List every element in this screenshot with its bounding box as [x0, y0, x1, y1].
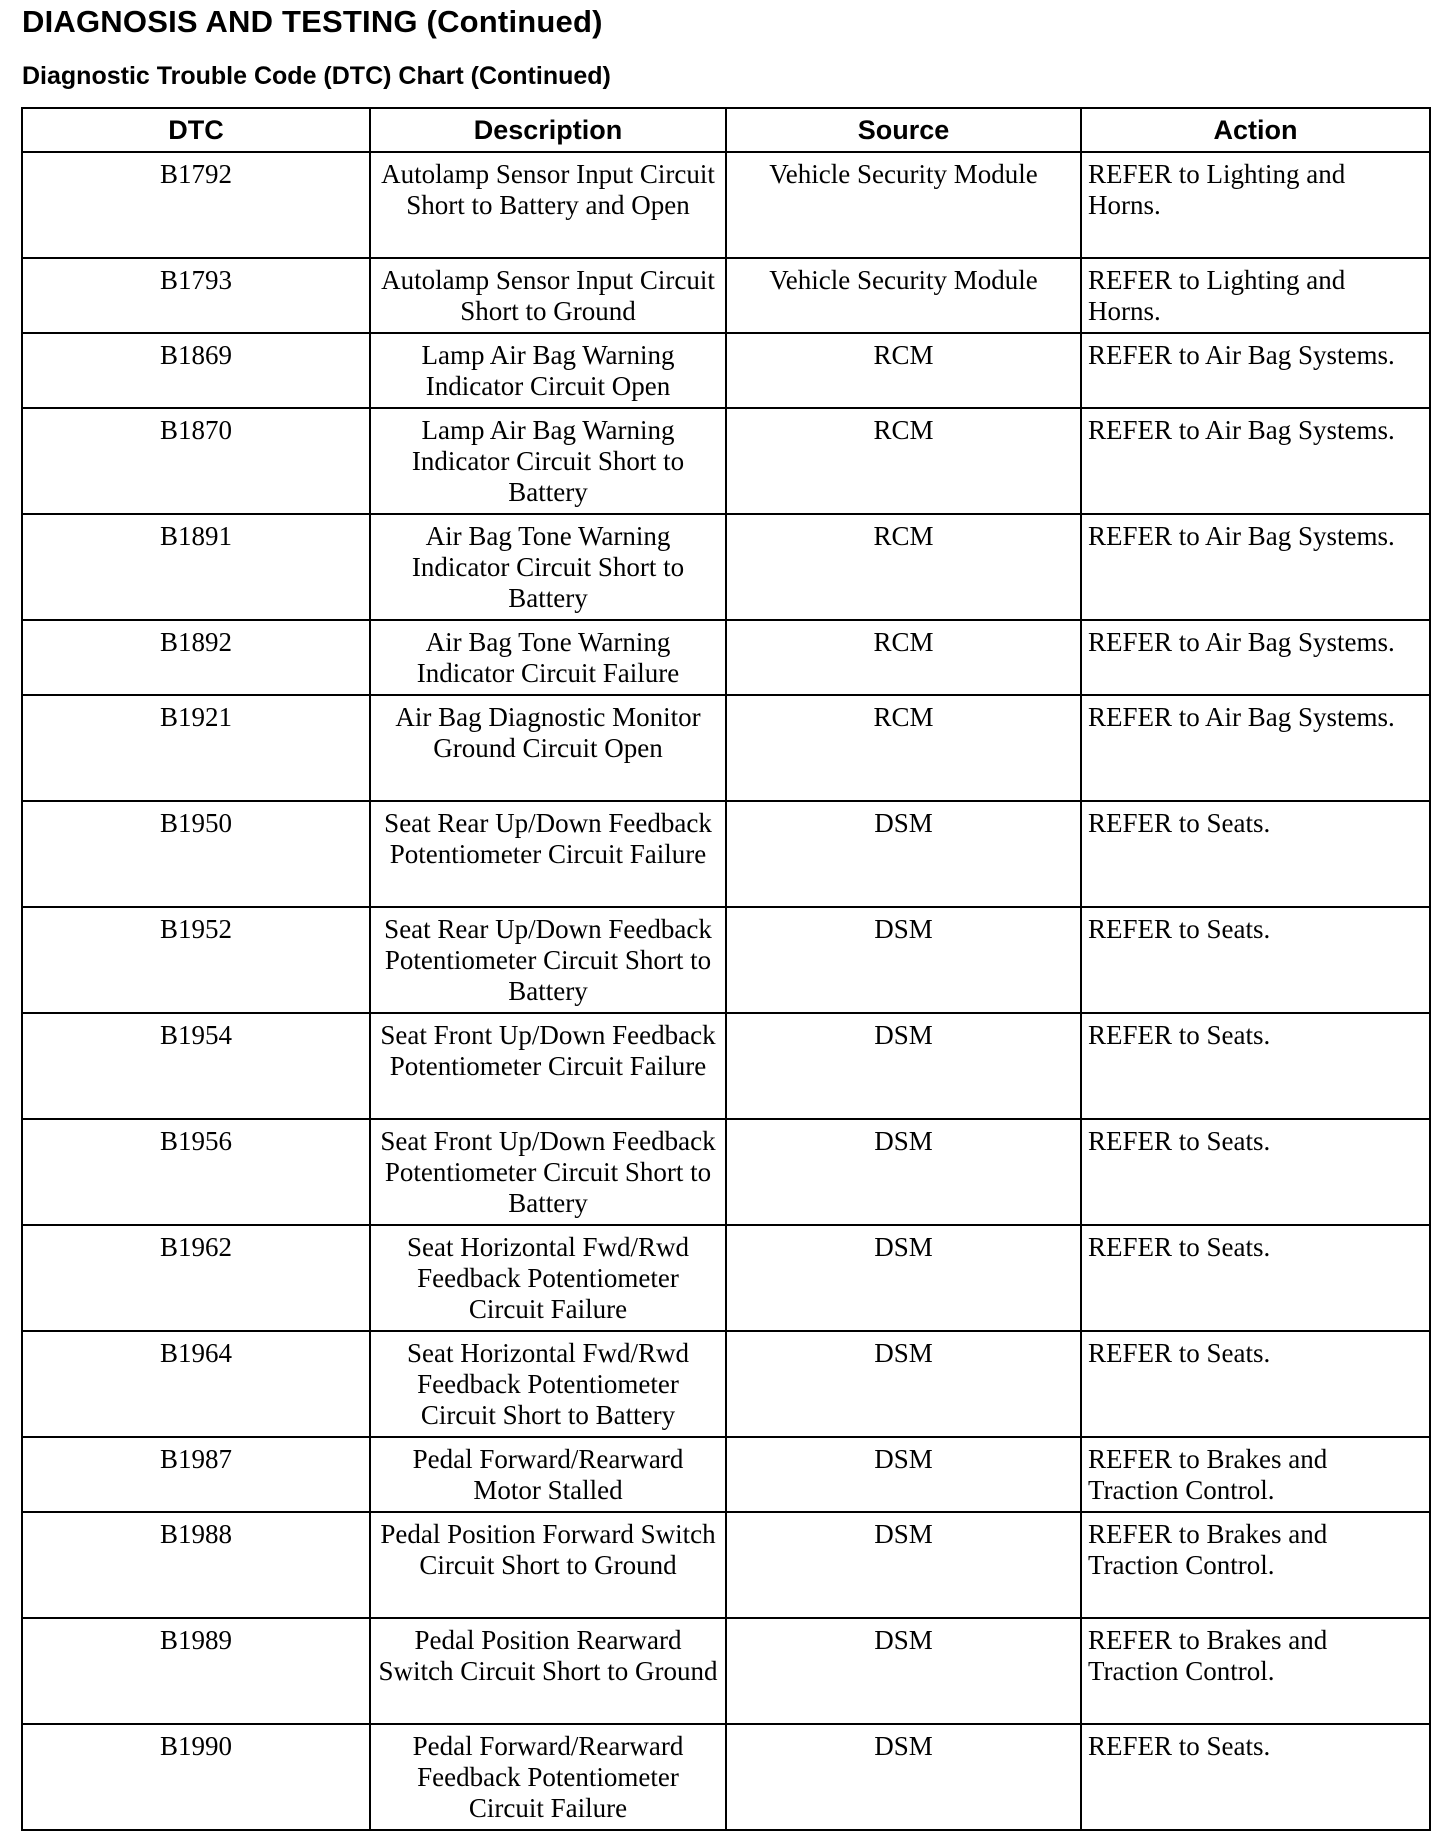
- dtc-description: Seat Front Up/Down Feedback Potentiometer Circuit Failure: [370, 1013, 726, 1119]
- dtc-action: REFER to Lighting and Horns.: [1081, 258, 1430, 333]
- table-row: [22, 801, 1430, 907]
- dtc-code: B1869: [22, 333, 370, 408]
- dtc-action: REFER to Air Bag Systems.: [1081, 695, 1430, 801]
- dtc-code: B1956: [22, 1119, 370, 1225]
- dtc-table: [21, 107, 1431, 1831]
- dtc-code: B1870: [22, 408, 370, 514]
- table-row: [22, 1437, 1430, 1512]
- dtc-source: RCM: [726, 620, 1081, 695]
- table-row: [22, 1119, 1430, 1225]
- dtc-code: B1792: [22, 152, 370, 258]
- table-header-row: [22, 108, 1430, 152]
- dtc-code: B1988: [22, 1512, 370, 1618]
- dtc-description: Air Bag Tone Warning Indicator Circuit Failure: [370, 620, 726, 695]
- dtc-description: Air Bag Diagnostic Monitor Ground Circuit Open: [370, 695, 726, 801]
- dtc-source: DSM: [726, 1437, 1081, 1512]
- table-row: [22, 907, 1430, 1013]
- dtc-description: Seat Front Up/Down Feedback Potentiometer Circuit Short to Battery: [370, 1119, 726, 1225]
- dtc-description: Air Bag Tone Warning Indicator Circuit Short to Battery: [370, 514, 726, 620]
- dtc-action: REFER to Seats.: [1081, 907, 1430, 1013]
- table-row: [22, 408, 1430, 514]
- dtc-source: DSM: [726, 1119, 1081, 1225]
- dtc-code: B1950: [22, 801, 370, 907]
- dtc-description: Pedal Position Forward Switch Circuit Short to Ground: [370, 1512, 726, 1618]
- dtc-source: RCM: [726, 333, 1081, 408]
- dtc-source: DSM: [726, 1618, 1081, 1724]
- dtc-description: Seat Rear Up/Down Feedback Potentiometer Circuit Short to Battery: [370, 907, 726, 1013]
- dtc-source: RCM: [726, 695, 1081, 801]
- dtc-action: REFER to Brakes and Traction Control.: [1081, 1618, 1430, 1724]
- dtc-source: DSM: [726, 907, 1081, 1013]
- dtc-source: Vehicle Security Module: [726, 152, 1081, 258]
- dtc-source: DSM: [726, 1724, 1081, 1830]
- dtc-description: Pedal Forward/Rearward Feedback Potentiometer Circuit Failure: [370, 1724, 726, 1830]
- dtc-description: Seat Horizontal Fwd/Rwd Feedback Potentiometer Circuit Failure: [370, 1225, 726, 1331]
- dtc-source: DSM: [726, 1225, 1081, 1331]
- dtc-code: B1921: [22, 695, 370, 801]
- dtc-source: DSM: [726, 1512, 1081, 1618]
- dtc-source: RCM: [726, 514, 1081, 620]
- dtc-source: DSM: [726, 1013, 1081, 1119]
- header-description: Description: [370, 108, 726, 152]
- dtc-code: B1793: [22, 258, 370, 333]
- dtc-code: B1989: [22, 1618, 370, 1724]
- dtc-action: REFER to Seats.: [1081, 801, 1430, 907]
- table-row: [22, 695, 1430, 801]
- dtc-code: B1891: [22, 514, 370, 620]
- dtc-source: DSM: [726, 801, 1081, 907]
- dtc-action: REFER to Lighting and Horns.: [1081, 152, 1430, 258]
- header-source: Source: [726, 108, 1081, 152]
- dtc-action: REFER to Seats.: [1081, 1119, 1430, 1225]
- dtc-source: Vehicle Security Module: [726, 258, 1081, 333]
- dtc-description: Pedal Position Rearward Switch Circuit Short to Ground: [370, 1618, 726, 1724]
- dtc-action: REFER to Air Bag Systems.: [1081, 333, 1430, 408]
- dtc-source: RCM: [726, 408, 1081, 514]
- table-row: [22, 1331, 1430, 1437]
- dtc-code: B1954: [22, 1013, 370, 1119]
- dtc-source: DSM: [726, 1331, 1081, 1437]
- dtc-description: Autolamp Sensor Input Circuit Short to Ground: [370, 258, 726, 333]
- header-action: Action: [1081, 108, 1430, 152]
- chart-subtitle: Diagnostic Trouble Code (DTC) Chart (Continued): [22, 62, 611, 90]
- table-row: [22, 333, 1430, 408]
- table-row: [22, 1013, 1430, 1119]
- table-row: [22, 152, 1430, 258]
- dtc-description: Seat Rear Up/Down Feedback Potentiometer Circuit Failure: [370, 801, 726, 907]
- dtc-action: REFER to Air Bag Systems.: [1081, 514, 1430, 620]
- dtc-code: B1952: [22, 907, 370, 1013]
- dtc-code: B1987: [22, 1437, 370, 1512]
- dtc-action: REFER to Brakes and Traction Control.: [1081, 1437, 1430, 1512]
- dtc-action: REFER to Seats.: [1081, 1225, 1430, 1331]
- table-row: [22, 1512, 1430, 1618]
- dtc-code: B1964: [22, 1331, 370, 1437]
- table-row: [22, 1225, 1430, 1331]
- dtc-action: REFER to Brakes and Traction Control.: [1081, 1512, 1430, 1618]
- dtc-description: Pedal Forward/Rearward Motor Stalled: [370, 1437, 726, 1512]
- dtc-action: REFER to Seats.: [1081, 1331, 1430, 1437]
- table-row: [22, 1724, 1430, 1830]
- dtc-description: Lamp Air Bag Warning Indicator Circuit Open: [370, 333, 726, 408]
- dtc-description: Lamp Air Bag Warning Indicator Circuit Short to Battery: [370, 408, 726, 514]
- dtc-action: REFER to Air Bag Systems.: [1081, 408, 1430, 514]
- table-row: [22, 1618, 1430, 1724]
- dtc-code: B1962: [22, 1225, 370, 1331]
- table-row: [22, 258, 1430, 333]
- dtc-action: REFER to Seats.: [1081, 1724, 1430, 1830]
- dtc-action: REFER to Seats.: [1081, 1013, 1430, 1119]
- dtc-description: Seat Horizontal Fwd/Rwd Feedback Potentiometer Circuit Short to Battery: [370, 1331, 726, 1437]
- table-row: [22, 620, 1430, 695]
- dtc-code: B1892: [22, 620, 370, 695]
- dtc-code: B1990: [22, 1724, 370, 1830]
- page-title: DIAGNOSIS AND TESTING (Continued): [22, 4, 603, 39]
- table-row: [22, 514, 1430, 620]
- dtc-description: Autolamp Sensor Input Circuit Short to Battery and Open: [370, 152, 726, 258]
- dtc-action: REFER to Air Bag Systems.: [1081, 620, 1430, 695]
- header-dtc: DTC: [22, 108, 370, 152]
